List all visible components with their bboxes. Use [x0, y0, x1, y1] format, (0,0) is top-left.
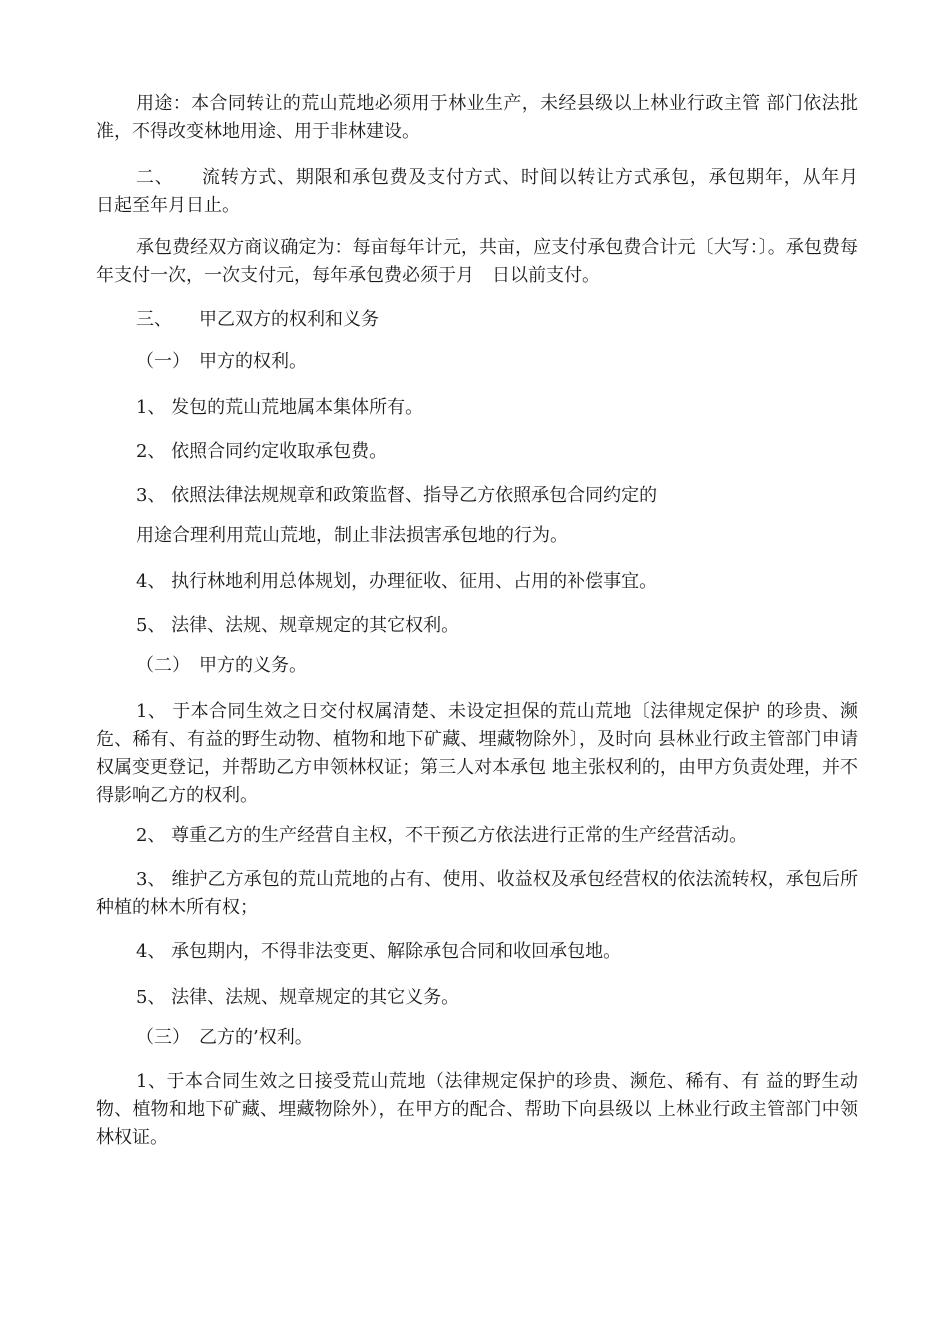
list-item: 1、 发包的荒山荒地属本集体所有。: [136, 397, 424, 418]
list-item: 4、 承包期内，不得非法变更、解除承包合同和收回承包地。: [136, 941, 622, 962]
list-item: 5、 法律、法规、规章规定的其它权利。: [136, 615, 460, 636]
list-item: 1、于本合同生效之日接受荒山荒地（法律规定保护的珍贵、濒危、稀有、有 益的野生动物、植物和地下矿藏、埋藏物除外），在甲方的配合、帮助下向县级以 上林业行政主管部门中领林权证。: [96, 1071, 858, 1148]
subsection-3-heading: （三） 乙方的’权利。: [136, 1027, 313, 1048]
list-item: 2、 依照合同约定收取承包费。: [136, 441, 388, 462]
paragraph-usage: 用途：本合同转让的荒山荒地必须用于林业生产，未经县级以上林业行政主管 部门依法批准，不得改变林地用途、用于非林建设。: [96, 93, 858, 142]
list-item-continuation: 用途合理利用荒山荒地，制止非法损害承包地的行为。: [136, 525, 568, 546]
list-item: 2、 尊重乙方的生产经营自主权，不干预乙方依法进行正常的生产经营活动。: [136, 825, 748, 846]
section-3-heading: 三、 甲乙双方的权利和义务: [136, 309, 379, 330]
list-item: 4、 执行林地利用总体规划，办理征收、征用、占用的补偿事宜。: [136, 571, 658, 592]
subsection-2-heading: （二） 甲方的义务。: [136, 655, 307, 676]
paragraph-fee: 承包费经双方商议确定为：每亩每年计元，共亩，应支付承包费合计元〔大写：〕。承包费每年支付一次，一次支付元，每年承包费必须于月 日以前支付。: [96, 237, 858, 286]
list-item: 1、 于本合同生效之日交付权属清楚、未设定担保的荒山荒地〔法律规定保护 的珍贵、濒危、稀有、有益的野生动物、植物和地下矿藏、埋藏物除外〕，及时向 县林业行政主管部门申请权属变更登记，并帮助乙方申领林权证；第三人对本承包 地主张权利的，由甲方负责处理，并不得影响乙方的权利。: [96, 701, 858, 806]
subsection-1-heading: （一） 甲方的权利。: [136, 351, 307, 372]
paragraph-section-2-heading: 二、 流转方式、期限和承包费及支付方式、时间以转让方式承包，承包期年，从年月 日起至年月日止。: [96, 167, 876, 216]
list-item: 3、 依照法律法规规章和政策监督、指导乙方依照承包合同约定的: [136, 485, 658, 506]
list-item: 3、 维护乙方承包的荒山荒地的占有、使用、收益权及承包经营权的依法流转权，承包后所种植的林木所有权；: [96, 869, 858, 918]
list-item: 5、 法律、法规、规章规定的其它义务。: [136, 987, 460, 1008]
